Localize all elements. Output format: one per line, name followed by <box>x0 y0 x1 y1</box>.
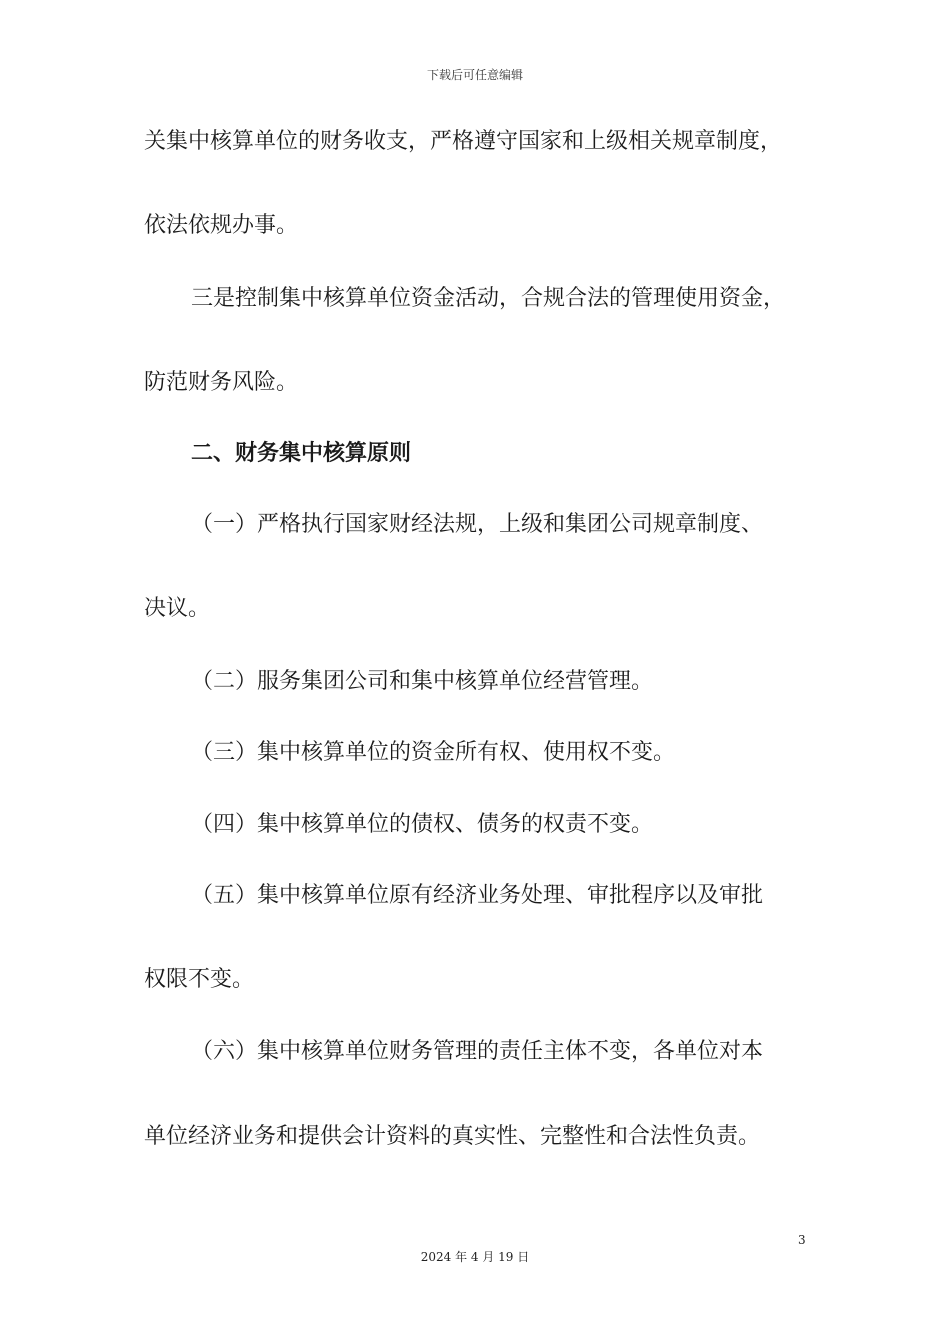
principle-6-line-2: 单位经济业务和提供会计资料的真实性、完整性和合法性负责。 <box>144 1124 761 1149</box>
page-header: 下载后可任意编辑 <box>426 68 523 82</box>
paragraph-line-4: 防范财务风险。 <box>144 370 299 395</box>
principle-1-line-2: 决议。 <box>144 596 211 621</box>
paragraph-line-3: 三是控制集中核算单位资金活动，合规合法的管理使用资金， <box>191 286 786 311</box>
principle-5-line-2: 权限不变。 <box>144 967 255 992</box>
section-heading: 二、财务集中核算原则 <box>191 441 412 466</box>
paragraph-line-2: 依法依规办事。 <box>144 213 299 238</box>
principle-5-line-1: （五）集中核算单位原有经济业务处理、审批程序以及审批 <box>191 883 764 908</box>
principle-6-line-1: （六）集中核算单位财务管理的责任主体不变，各单位对本 <box>191 1039 764 1064</box>
page-number: 3 <box>798 1233 806 1247</box>
footer-date: 2024 年 4 月 19 日 <box>420 1250 530 1264</box>
paragraph-line-1: 关集中核算单位的财务收支，严格遵守国家和上级相关规章制度， <box>144 129 783 154</box>
principle-3: （三）集中核算单位的资金所有权、使用权不变。 <box>191 740 676 765</box>
principle-1-line-1: （一）严格执行国家财经法规，上级和集团公司规章制度、 <box>191 512 764 537</box>
principle-2: （二）服务集团公司和集中核算单位经营管理。 <box>191 669 654 694</box>
principle-4: （四）集中核算单位的债权、债务的权责不变。 <box>191 812 654 837</box>
